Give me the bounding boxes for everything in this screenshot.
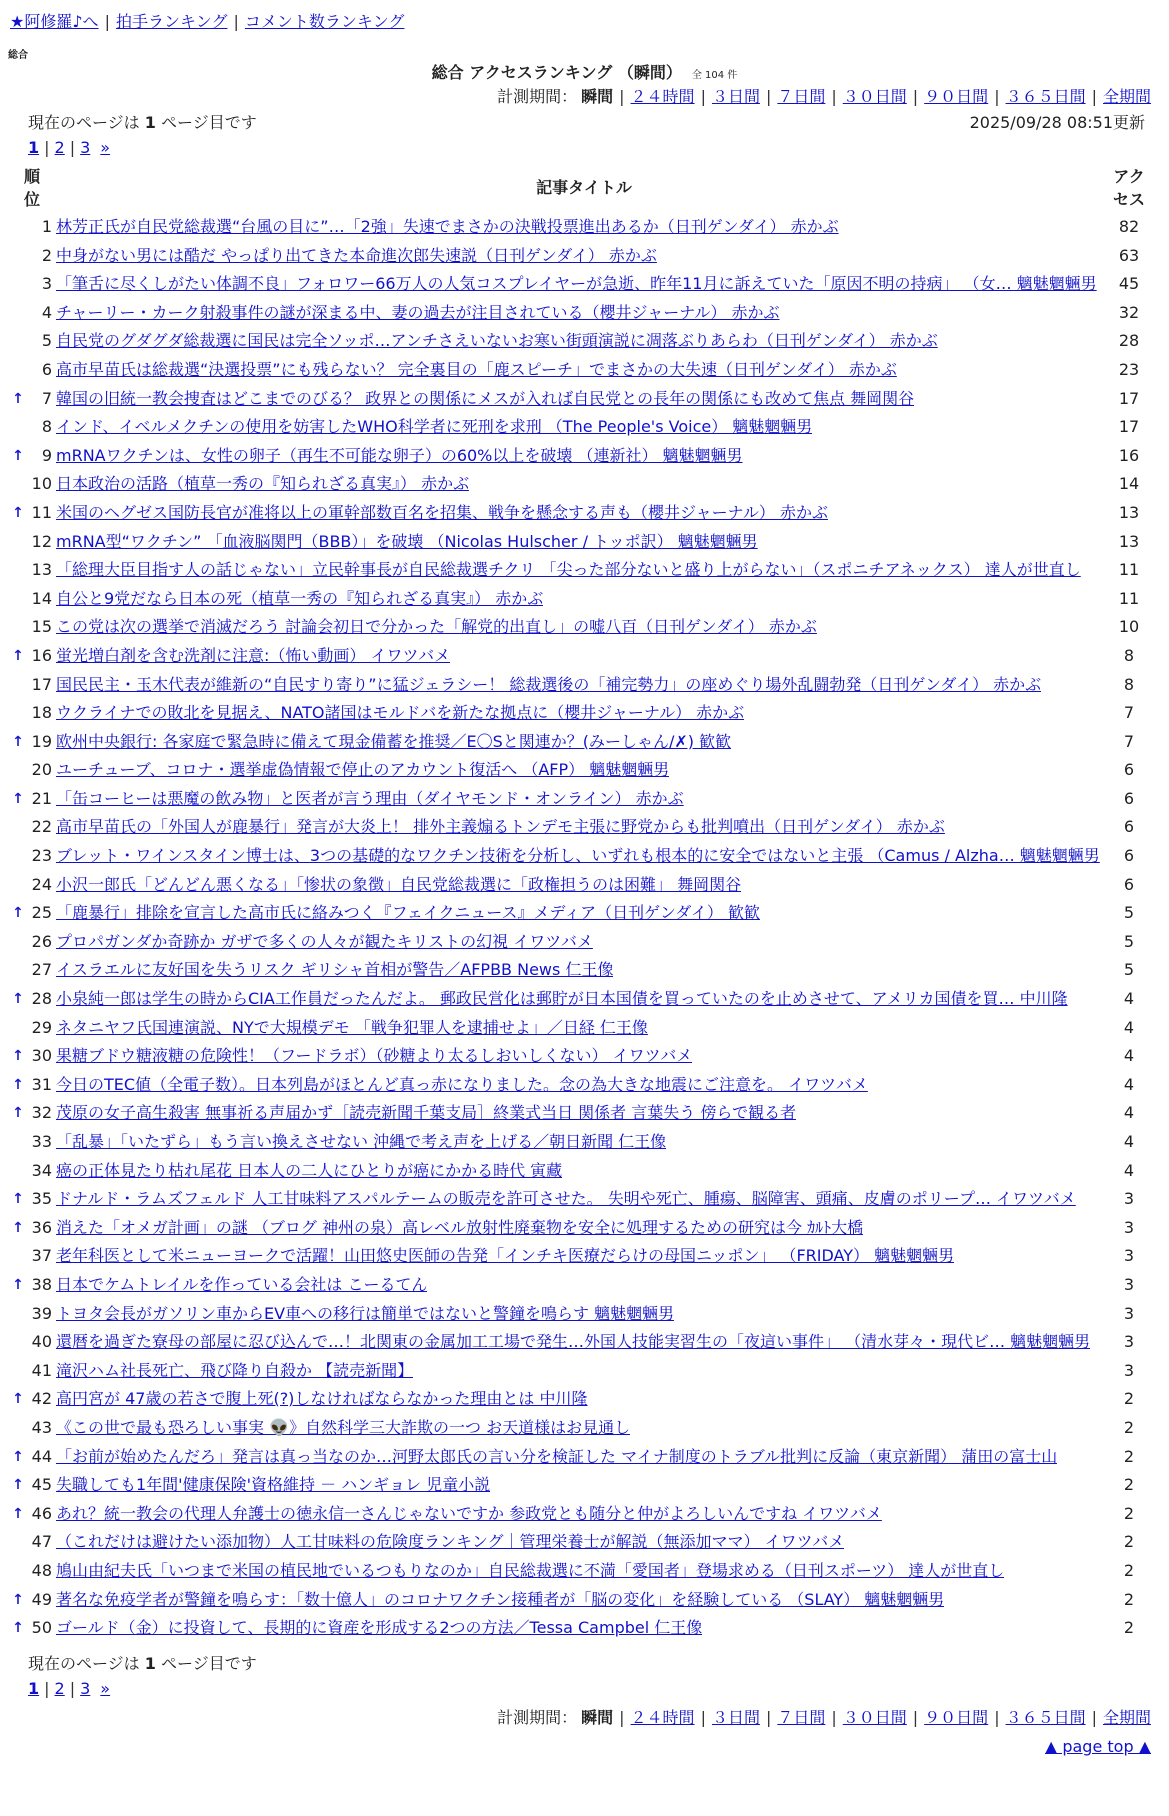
table-row bbox=[0, 1414, 1169, 1443]
access-count: 3 bbox=[1123, 1246, 1135, 1266]
access-count: 4 bbox=[1123, 1132, 1135, 1151]
category-tag: 総合 bbox=[8, 50, 28, 61]
access-count: 2 bbox=[1123, 1503, 1135, 1523]
rank-number: 16 bbox=[31, 645, 52, 665]
title-column-header: 記事タイトル bbox=[536, 178, 632, 197]
rank-number: 2 bbox=[41, 245, 52, 265]
table-row bbox=[0, 928, 1169, 957]
nav-link-clap-ranking[interactable]: 拍手ランキング bbox=[115, 12, 228, 31]
access-count: 82 bbox=[1118, 217, 1140, 236]
period-link-all[interactable]: 全期間 bbox=[1102, 87, 1151, 106]
article-title-link[interactable]: この党は次の選挙で消滅だろう 討論会初日で分かった「解党的出直し」の嘘八百（日刊ゲンダイ） 赤かぶ bbox=[56, 617, 817, 637]
table-row bbox=[0, 699, 1169, 728]
table-row bbox=[0, 213, 1169, 242]
nav-link-asyura[interactable]: ★阿修羅♪へ bbox=[10, 12, 99, 31]
up-arrow-icon: ↑ bbox=[12, 1591, 24, 1608]
rank-number: 12 bbox=[31, 531, 52, 551]
article-title-link[interactable]: 今日のTEC値（全電子数）。日本列島がほとんど真っ赤になりました。念の為大きな地震にご注意を。 イワツバメ bbox=[56, 1074, 868, 1094]
article-title-link[interactable]: 老年科医として米ニューヨークで活躍！山田悠史医師の告発「インチキ医療だらけの母国ニッポン」 （FRIDAY） 魑魅魍魎男 bbox=[56, 1246, 955, 1266]
up-arrow-icon: ↑ bbox=[12, 504, 24, 521]
access-count: 2 bbox=[1123, 1560, 1135, 1580]
article-title-link[interactable]: 滝沢ハム社長死亡、飛び降り自殺か 【読売新聞】 bbox=[56, 1360, 414, 1380]
access-count: 23 bbox=[1118, 359, 1140, 379]
rank-number: 27 bbox=[31, 960, 52, 980]
up-arrow-icon: ↑ bbox=[12, 1219, 24, 1236]
article-title-link[interactable]: 高市早苗氏の「外国人が鹿暴行」発言が大炎上！ 排外主義煽るトンデモ主張に野党からも批判噴出（日刊ゲンダイ） 赤かぶ bbox=[56, 817, 945, 837]
period-selector-bottom: 計測期間： 瞬間 | ２４時間 | ３日間 | ７日間 | ３０日間 | ９０日間 | ３６５日間 | 全期間 bbox=[497, 1708, 1151, 1727]
access-count: 32 bbox=[1118, 302, 1140, 322]
access-column-header: アク セス bbox=[1112, 167, 1145, 209]
rank-number: 29 bbox=[31, 1017, 52, 1037]
article-title-link[interactable]: イスラエルに友好国を失うリスク ギリシャ首相が警告／AFPBB News 仁王像 bbox=[56, 960, 614, 980]
updated-timestamp: 2025/09/28 08:51更新 bbox=[969, 113, 1145, 132]
period-label: 計測期間： bbox=[497, 1708, 578, 1727]
table-row bbox=[0, 671, 1169, 700]
rank-number: 7 bbox=[41, 388, 52, 408]
up-arrow-icon: ↑ bbox=[12, 447, 24, 464]
pager-page-3[interactable]: 3 bbox=[80, 1679, 91, 1698]
period-link-7d[interactable]: ７日間 bbox=[777, 1708, 826, 1727]
rank-number: 33 bbox=[31, 1132, 52, 1151]
pager-next[interactable]: » bbox=[100, 1679, 111, 1698]
period-link-90d[interactable]: ９０日間 bbox=[924, 87, 989, 106]
rank-number: 34 bbox=[31, 1160, 52, 1180]
rank-number: 13 bbox=[31, 560, 52, 580]
rank-number: 36 bbox=[31, 1217, 52, 1237]
article-title-link[interactable]: 国民民主・玉木代表が維新の“自民すり寄り”に猛ジェラシー！ 総裁選後の「補完勢力」の座めぐり場外乱闘勃発（日刊ゲンダイ） 赤かぶ bbox=[56, 674, 1042, 694]
access-count: 4 bbox=[1123, 989, 1135, 1009]
access-count: 17 bbox=[1118, 417, 1140, 437]
period-link-24h[interactable]: ２４時間 bbox=[630, 87, 695, 106]
period-link-90d[interactable]: ９０日間 bbox=[924, 1708, 989, 1727]
article-title-link[interactable]: 「お前が始めたんだろ」発言は真っ当なのか…河野太郎氏の言い分を検証した マイナ制度のトラブル批判に反論（東京新聞） 蒲田の富士山 bbox=[56, 1446, 1058, 1466]
access-count: 6 bbox=[1123, 846, 1135, 866]
rank-number: 32 bbox=[31, 1103, 52, 1123]
access-count: 3 bbox=[1123, 1189, 1135, 1209]
table-row bbox=[0, 442, 1169, 471]
article-title-link[interactable]: 「缶コーヒーは悪魔の飲み物」と医者が言う理由（ダイヤモンド・オンライン） 赤かぶ bbox=[56, 788, 684, 808]
pager-top: 1 | 2 | 3 » bbox=[28, 138, 111, 157]
table-row bbox=[0, 956, 1169, 985]
article-title-link[interactable]: ウクライナでの敗北を見据え、NATO諸国はモルドバを新たな拠点に（櫻井ジャーナル） 赤かぶ bbox=[56, 703, 745, 723]
rank-number: 41 bbox=[31, 1360, 52, 1380]
period-current: 瞬間 bbox=[581, 87, 614, 106]
rank-number: 17 bbox=[31, 674, 52, 694]
up-arrow-icon: ↑ bbox=[12, 790, 24, 807]
access-count: 6 bbox=[1123, 788, 1135, 808]
article-title-link[interactable]: トヨタ会長がガソリン車からEV車への移行は簡単ではないと警鐘を鳴らす 魑魅魍魎男 bbox=[56, 1303, 675, 1323]
pager-page-current[interactable]: 1 bbox=[28, 138, 40, 157]
up-arrow-icon: ↑ bbox=[12, 1391, 24, 1408]
table-row bbox=[0, 1528, 1169, 1557]
table-row bbox=[0, 871, 1169, 900]
rank-number: 38 bbox=[31, 1274, 52, 1294]
rank-number: 23 bbox=[31, 846, 52, 866]
rank-number: 18 bbox=[31, 703, 52, 723]
period-current: 瞬間 bbox=[581, 1708, 614, 1727]
table-row bbox=[0, 327, 1169, 356]
table-row bbox=[0, 499, 1169, 528]
article-title-link[interactable]: mRNAワクチンは、女性の卵子（再生不可能な卵子）の60%以上を破壊 （連新社） 魑魅魍魎男 bbox=[56, 445, 743, 465]
access-count: 5 bbox=[1123, 960, 1135, 980]
rank-number: 3 bbox=[41, 274, 52, 294]
period-link-7d[interactable]: ７日間 bbox=[777, 87, 826, 106]
nav-separator: | bbox=[104, 12, 110, 31]
table-row bbox=[0, 385, 1169, 414]
article-title-link[interactable]: 「乱暴」「いたずら」もう言い換えさせない 沖縄で考え声を上げる／朝日新聞 仁王像 bbox=[56, 1132, 667, 1151]
access-count: 2 bbox=[1123, 1532, 1135, 1552]
access-count: 2 bbox=[1123, 1589, 1135, 1609]
article-title-link[interactable]: 小沢一郎氏「どんどん悪くなる」「惨状の象徴」自民党総裁選に「政権担うのは困難」 舞岡関谷 bbox=[56, 874, 742, 894]
rank-number: 45 bbox=[31, 1475, 52, 1495]
rank-number: 4 bbox=[41, 302, 52, 322]
article-title-link[interactable]: 「筆舌に尽くしがたい体調不良」フォロワー66万人の人気コスプレイヤーが急逝、昨年11月に訴えていた「原因不明の持病」 （女… 魑魅魍魎男 bbox=[56, 274, 1097, 294]
article-title-link[interactable]: 高市早苗氏は総裁選“決選投票”にも残らない？ 完全裏目の「鹿スピーチ」でまさかの大失速（日刊ゲンダイ） 赤かぶ bbox=[56, 359, 897, 379]
up-arrow-icon: ↑ bbox=[12, 1620, 24, 1637]
rank-number: 21 bbox=[31, 788, 52, 808]
article-title-link[interactable]: インド、イベルメクチンの使用を妨害したWHO科学者に死刑を求刑 （The People's Voice） 魑魅魍魎男 bbox=[56, 417, 813, 437]
rank-number: 10 bbox=[31, 474, 52, 494]
access-count: 6 bbox=[1123, 817, 1135, 837]
access-count: 45 bbox=[1118, 274, 1140, 294]
pager-page-2[interactable]: 2 bbox=[54, 138, 65, 157]
table-row bbox=[0, 1614, 1169, 1643]
period-link-365d[interactable]: ３６５日間 bbox=[1005, 1708, 1086, 1727]
table-row bbox=[0, 1471, 1169, 1500]
rank-number: 1 bbox=[41, 217, 52, 236]
table-row bbox=[0, 899, 1169, 928]
pager-bottom: 1 | 2 | 3 » bbox=[28, 1679, 111, 1698]
up-arrow-icon: ↑ bbox=[12, 1276, 24, 1293]
article-title-link[interactable]: 「鹿暴行」排除を宣言した高市氏に絡みつく『フェイクニュース』メディア（日刊ゲンダイ） 歓歓 bbox=[56, 903, 760, 923]
rank-number: 9 bbox=[41, 445, 52, 465]
rank-number: 5 bbox=[41, 331, 52, 351]
up-arrow-icon: ↑ bbox=[12, 991, 24, 1008]
article-title-link[interactable]: 消えた「オメガ計画」の謎 （ブログ 神州の泉）高レベル放射性廃棄物を安全に処理するための研究は今 ｶﾙﾄ大橋 bbox=[56, 1217, 864, 1237]
rank-number: 14 bbox=[31, 588, 52, 608]
up-arrow-icon: ↑ bbox=[12, 1505, 24, 1522]
rank-number: 39 bbox=[31, 1303, 52, 1323]
rank-number: 42 bbox=[31, 1389, 52, 1409]
period-link-all[interactable]: 全期間 bbox=[1102, 1708, 1151, 1727]
up-arrow-icon: ↑ bbox=[12, 390, 24, 407]
article-title-link[interactable]: 日本政治の活路（植草一秀の『知られざる真実』） 赤かぶ bbox=[56, 474, 470, 494]
access-count: 11 bbox=[1118, 588, 1140, 608]
article-title-link[interactable]: ブレット・ワインスタイン博士は、3つの基礎的なワクチン技術を分析し、いずれも根本的に安全ではないと主張 （Camus / Alzha… 魑魅魍魎男 bbox=[56, 846, 1100, 866]
article-title-link[interactable]: 林芳正氏が自民党総裁選“台風の目に”…「2強」失速でまさかの決戦投票進出あるか（日刊ゲンダイ） 赤かぶ bbox=[56, 217, 839, 236]
access-count: 4 bbox=[1123, 1017, 1135, 1037]
table-row bbox=[0, 356, 1169, 385]
article-title-link[interactable]: 欧州中央銀行: 各家庭で緊急時に備えて現金備蓄を推奨／E〇Sと関連か？(みーしゃん/✗) 歓歓 bbox=[56, 731, 732, 751]
access-count: 2 bbox=[1123, 1475, 1135, 1495]
ranking-table bbox=[0, 213, 1169, 1643]
table-row bbox=[0, 528, 1169, 557]
article-title-link[interactable]: 果糖ブドウ糖液糖の危険性！（フードラボ）（砂糖より太るしおいしくない） イワツバメ bbox=[56, 1046, 693, 1066]
period-label: 計測期間： bbox=[497, 87, 578, 106]
rank-number: 8 bbox=[41, 417, 52, 437]
table-row bbox=[0, 1357, 1169, 1386]
article-title-link[interactable]: 著名な免疫学者が警鐘を鳴らす：「数十億人」のコロナワクチン接種者が「脳の変化」を経験している （SLAY） 魑魅魍魎男 bbox=[56, 1589, 945, 1609]
access-count: 13 bbox=[1118, 531, 1140, 551]
table-row bbox=[0, 785, 1169, 814]
up-arrow-icon: ↑ bbox=[12, 1477, 24, 1494]
table-row bbox=[0, 413, 1169, 442]
table-row bbox=[0, 1557, 1169, 1586]
up-arrow-icon: ↑ bbox=[12, 1105, 24, 1122]
rank-number: 40 bbox=[31, 1332, 52, 1352]
up-arrow-icon: ↑ bbox=[12, 1048, 24, 1065]
table-row bbox=[0, 1214, 1169, 1243]
access-count: 2 bbox=[1123, 1618, 1135, 1638]
article-title-link[interactable]: 小泉純一郎は学生の時からCIA工作員だったんだよ。 郵政民営化は郵貯が日本国債を買っていたのを止めさせて、アメリカ国債を買… 中川隆 bbox=[56, 989, 1068, 1009]
access-count: 28 bbox=[1118, 331, 1140, 351]
article-title-link[interactable]: 鳩山由紀夫氏「いつまで米国の植民地でいるつもりなのか」自民総裁選に不満「愛国者」登場求める（日刊スポーツ） 達人が世直し bbox=[56, 1560, 1005, 1580]
rank-number: 30 bbox=[31, 1046, 52, 1066]
article-title-link[interactable]: mRNA型“ワクチン” 「血液脳関門（BBB）」を破壊 （Nicolas Hulscher / トッポ訳） 魑魅魍魎男 bbox=[56, 531, 758, 551]
table-row bbox=[0, 1443, 1169, 1472]
article-title-link[interactable]: 蛍光増白剤を含む洗剤に注意:（怖い動画） イワツバメ bbox=[56, 645, 451, 665]
pager-page-current[interactable]: 1 bbox=[28, 1679, 40, 1698]
table-row bbox=[0, 1128, 1169, 1157]
nav-link-comment-ranking[interactable]: コメント数ランキング bbox=[244, 12, 405, 31]
article-title-link[interactable]: 《この世で最も恐ろしい事実 👽》自然科学三大詐欺の一つ お天道様はお見通し bbox=[56, 1417, 631, 1437]
rank-number: 28 bbox=[31, 989, 52, 1009]
access-count: 13 bbox=[1118, 502, 1140, 522]
page-top-link[interactable]: ▲ page top ▲ bbox=[1044, 1737, 1151, 1756]
rank-number: 24 bbox=[31, 874, 52, 894]
rank-number: 19 bbox=[31, 731, 52, 751]
up-arrow-icon: ↑ bbox=[12, 647, 24, 664]
article-title-link[interactable]: （これだけは避けたい添加物）人工甘味料の危険度ランキング｜管理栄養士が解説（無添加ママ） イワツバメ bbox=[56, 1532, 845, 1552]
table-row bbox=[0, 756, 1169, 785]
table-row bbox=[0, 1099, 1169, 1128]
table-header bbox=[0, 163, 1169, 213]
rank-number: 44 bbox=[31, 1446, 52, 1466]
access-count: 3 bbox=[1123, 1217, 1135, 1237]
article-title-link[interactable]: 「総理大臣目指す人の話じゃない」立民幹事長が自民総裁選チクリ 「尖った部分ないと盛り上がらない」（スポニチアネックス） 達人が世直し bbox=[56, 560, 1081, 580]
up-arrow-icon: ↑ bbox=[12, 905, 24, 922]
table-row bbox=[0, 1500, 1169, 1529]
up-arrow-icon: ↑ bbox=[12, 1076, 24, 1093]
table-row bbox=[0, 1385, 1169, 1414]
table-row bbox=[0, 985, 1169, 1014]
page-number: 1 bbox=[144, 113, 156, 132]
pager-next[interactable]: » bbox=[100, 138, 111, 157]
table-row bbox=[0, 842, 1169, 871]
period-link-365d[interactable]: ３６５日間 bbox=[1005, 87, 1086, 106]
period-link-30d[interactable]: ３０日間 bbox=[842, 1708, 907, 1727]
access-count: 4 bbox=[1123, 1046, 1135, 1066]
period-link-30d[interactable]: ３０日間 bbox=[842, 87, 907, 106]
access-count: 3 bbox=[1123, 1303, 1135, 1323]
rank-number: 46 bbox=[31, 1503, 52, 1523]
rank-number: 6 bbox=[41, 359, 52, 379]
access-count: 6 bbox=[1123, 760, 1135, 780]
access-count: 7 bbox=[1123, 703, 1135, 723]
page-title bbox=[0, 62, 1169, 87]
table-row bbox=[0, 613, 1169, 642]
access-count: 7 bbox=[1123, 731, 1135, 751]
table-row bbox=[0, 642, 1169, 671]
nav-separator: | bbox=[233, 12, 239, 31]
article-title-link[interactable]: 日本でケムトレイルを作っている会社は こーるてん bbox=[56, 1274, 428, 1294]
total-count: 全 104 件 bbox=[691, 70, 738, 81]
table-row bbox=[0, 1185, 1169, 1214]
table-row bbox=[0, 585, 1169, 614]
table-row bbox=[0, 1042, 1169, 1071]
access-count: 3 bbox=[1123, 1332, 1135, 1352]
table-row bbox=[0, 299, 1169, 328]
rank-number: 15 bbox=[31, 617, 52, 637]
article-title-link[interactable]: 還暦を過ぎた寮母の部屋に忍び込んで…！北関東の金属加工工場で発生…外国人技能実習生の「夜這い事件」 （清水芽々・現代ビ… 魑魅魍魎男 bbox=[56, 1332, 1091, 1352]
page-top-link-wrap bbox=[1045, 1736, 1151, 1758]
pager-page-3[interactable]: 3 bbox=[80, 138, 91, 157]
table-row bbox=[0, 242, 1169, 271]
top-navigation bbox=[10, 10, 404, 34]
article-title-link[interactable]: ネタニヤフ氏国連演説、NYで大規模デモ 「戦争犯罪人を逮捕せよ」／日経 仁王像 bbox=[56, 1017, 648, 1037]
table-row bbox=[0, 1300, 1169, 1329]
access-count: 10 bbox=[1118, 617, 1140, 637]
rank-number: 50 bbox=[31, 1618, 52, 1638]
up-arrow-icon: ↑ bbox=[12, 1191, 24, 1208]
table-row bbox=[0, 1586, 1169, 1615]
table-row bbox=[0, 728, 1169, 757]
article-title-link[interactable]: 自公と9党だなら日本の死（植草一秀の『知られざる真実』） 赤かぶ bbox=[56, 588, 544, 608]
access-count: 5 bbox=[1123, 931, 1135, 951]
rank-number: 43 bbox=[31, 1417, 52, 1437]
rank-column-header: 順 位 bbox=[23, 167, 40, 209]
article-title-link[interactable]: ゴールド（金）に投資して、長期的に資産を形成する2つの方法／Tessa Campbel 仁王像 bbox=[56, 1618, 703, 1638]
pager-page-2[interactable]: 2 bbox=[54, 1679, 65, 1698]
access-count: 6 bbox=[1123, 874, 1135, 894]
rank-number: 35 bbox=[31, 1189, 52, 1209]
article-title-link[interactable]: ユーチューブ、コロナ・選挙虚偽情報で停止のアカウント復活へ （AFP） 魑魅魍魎男 bbox=[56, 760, 670, 780]
article-title-link[interactable]: プロパガンダか奇跡か ガザで多くの人々が観たキリストの幻視 イワツバメ bbox=[56, 931, 593, 951]
period-link-24h[interactable]: ２４時間 bbox=[630, 1708, 695, 1727]
page-number: 1 bbox=[144, 1654, 156, 1673]
table-row bbox=[0, 1014, 1169, 1043]
access-count: 2 bbox=[1123, 1446, 1135, 1466]
access-count: 16 bbox=[1118, 445, 1140, 465]
article-title-link[interactable]: 自民党のグダグダ総裁選に国民は完全ソッポ…アンチさえいないお寒い街頭演説に凋落ぶりあらわ（日刊ゲンダイ） 赤かぶ bbox=[56, 331, 938, 351]
access-count: 11 bbox=[1118, 560, 1140, 580]
rank-number: 37 bbox=[31, 1246, 52, 1266]
table-row bbox=[0, 1071, 1169, 1100]
period-link-3d[interactable]: ３日間 bbox=[711, 87, 760, 106]
article-title-link[interactable]: チャーリー・カーク射殺事件の謎が深まる中、妻の過去が注目されている（櫻井ジャーナル） 赤かぶ bbox=[56, 302, 780, 322]
access-count: 8 bbox=[1123, 645, 1135, 665]
rank-number: 31 bbox=[31, 1074, 52, 1094]
access-count: 4 bbox=[1123, 1074, 1135, 1094]
rank-number: 26 bbox=[31, 931, 52, 951]
table-row bbox=[0, 1271, 1169, 1300]
access-count: 2 bbox=[1123, 1417, 1135, 1437]
article-title-link[interactable]: 米国のヘグゼス国防長官が准将以上の軍幹部数百名を招集、戦争を懸念する声も（櫻井ジャーナル） 赤かぶ bbox=[56, 502, 828, 522]
article-title-link[interactable]: 中身がない男には酷だ やっぱり出てきた本命進次郎失速説（日刊ゲンダイ） 赤かぶ bbox=[56, 245, 657, 265]
access-count: 2 bbox=[1123, 1389, 1135, 1409]
page-info-bottom: 現在のページは 1 ページ目です bbox=[28, 1654, 257, 1673]
access-count: 3 bbox=[1123, 1360, 1135, 1380]
access-count: 17 bbox=[1118, 388, 1140, 408]
table-row bbox=[0, 556, 1169, 585]
access-count: 4 bbox=[1123, 1160, 1135, 1180]
table-row bbox=[0, 1328, 1169, 1357]
access-count: 3 bbox=[1123, 1274, 1135, 1294]
access-count: 8 bbox=[1123, 674, 1135, 694]
table-row bbox=[0, 270, 1169, 299]
access-count: 4 bbox=[1123, 1103, 1135, 1123]
table-row bbox=[0, 1242, 1169, 1271]
table-row bbox=[0, 813, 1169, 842]
period-selector-top: 計測期間： 瞬間 | ２４時間 | ３日間 | ７日間 | ３０日間 | ９０日間 | ３６５日間 | 全期間 bbox=[497, 87, 1151, 106]
period-link-3d[interactable]: ３日間 bbox=[711, 1708, 760, 1727]
access-count: 63 bbox=[1118, 245, 1140, 265]
table-row bbox=[0, 1157, 1169, 1186]
rank-number: 49 bbox=[31, 1589, 52, 1609]
table-row bbox=[0, 470, 1169, 499]
ranking-title: 総合 アクセスランキング （瞬間） bbox=[431, 63, 682, 82]
article-title-link[interactable]: 韓国の旧統一教会捜査はどこまでのびる？ 政界との関係にメスが入れば自民党との長年の関係にも改めて焦点 舞岡関谷 bbox=[56, 388, 915, 408]
rank-number: 47 bbox=[31, 1532, 52, 1552]
up-arrow-icon: ↑ bbox=[12, 733, 24, 750]
article-title-link[interactable]: 失職しても1年間'健康保険'資格維持 － ハンギョレ 児童小説 bbox=[56, 1475, 491, 1495]
article-title-link[interactable]: ドナルド・ラムズフェルド 人工甘味料アスパルテームの販売を許可させた。 失明や死亡、腫瘍、脳障害、頭痛、皮膚のポリープ… イワツバメ bbox=[56, 1189, 1076, 1209]
article-title-link[interactable]: 高円宮が 47歳の若さで腹上死(?)しなければならなかった理由とは 中川隆 bbox=[56, 1389, 588, 1409]
page-info-top: 現在のページは 1 ページ目です bbox=[28, 113, 257, 132]
access-count: 5 bbox=[1123, 903, 1135, 923]
rank-number: 48 bbox=[31, 1560, 52, 1580]
up-arrow-icon: ↑ bbox=[12, 1448, 24, 1465]
article-title-link[interactable]: あれ？統一教会の代理人弁護士の徳永信一さんじゃないですか 参政党とも随分と仲がよろしいんですね イワツバメ bbox=[56, 1503, 882, 1523]
rank-number: 11 bbox=[31, 502, 52, 522]
access-count: 14 bbox=[1118, 474, 1140, 494]
article-title-link[interactable]: 茂原の女子高生殺害 無事祈る声届かず［読売新聞千葉支局］終業式当日 関係者 言葉失う 傍らで観る者 bbox=[56, 1103, 797, 1123]
rank-number: 20 bbox=[31, 760, 52, 780]
rank-number: 22 bbox=[31, 817, 52, 837]
rank-number: 25 bbox=[31, 903, 52, 923]
article-title-link[interactable]: 癌の正体見たり枯れ尾花 日本人の二人にひとりが癌にかかる時代 寅藏 bbox=[56, 1160, 563, 1180]
